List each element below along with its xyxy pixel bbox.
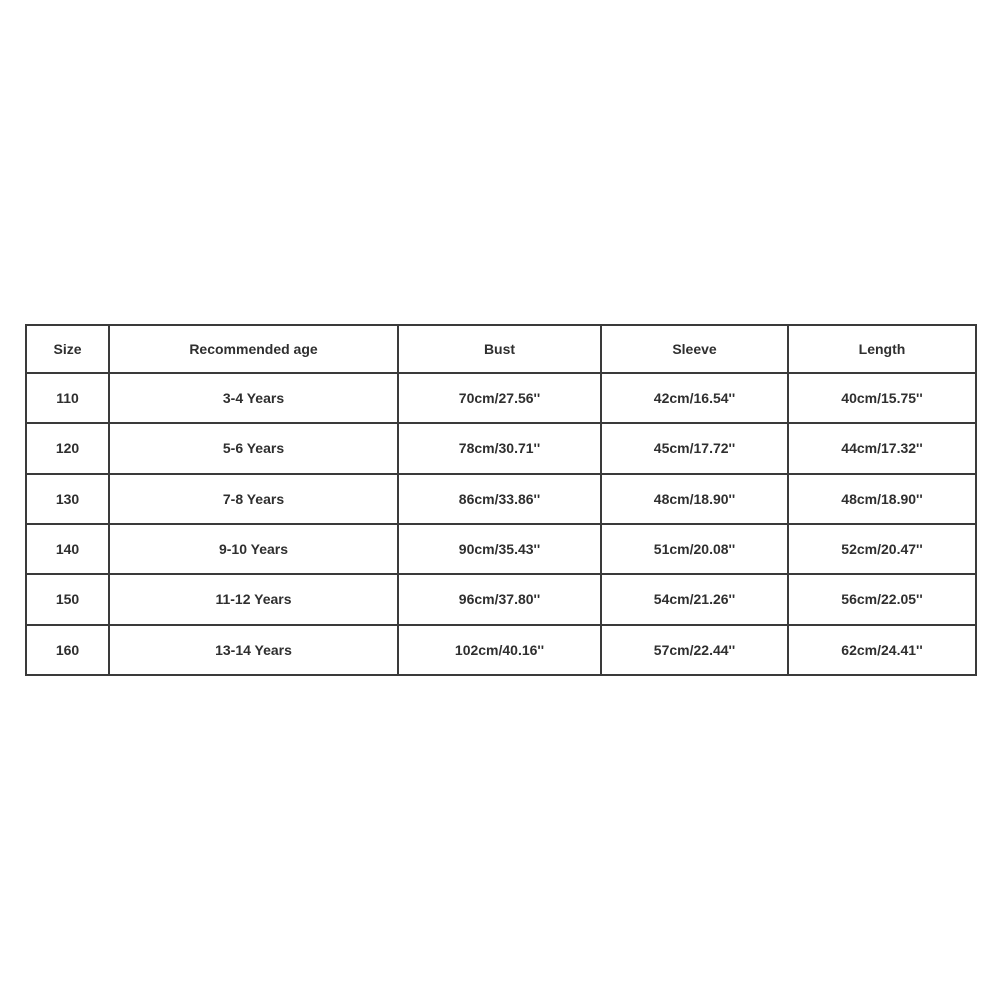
cell-age: 9-10 Years (109, 524, 398, 574)
header-size: Size (26, 325, 109, 373)
cell-age: 5-6 Years (109, 423, 398, 473)
cell-bust: 70cm/27.56'' (398, 373, 601, 423)
cell-sleeve: 54cm/21.26'' (601, 574, 788, 624)
header-sleeve: Sleeve (601, 325, 788, 373)
header-bust: Bust (398, 325, 601, 373)
table-row (26, 423, 976, 473)
cell-bust: 86cm/33.86'' (398, 474, 601, 524)
cell-bust: 78cm/30.71'' (398, 423, 601, 473)
cell-size: 140 (26, 524, 109, 574)
table-row (26, 474, 976, 524)
cell-age: 7-8 Years (109, 474, 398, 524)
cell-bust: 96cm/37.80'' (398, 574, 601, 624)
table-header-row (26, 325, 976, 373)
cell-age: 11-12 Years (109, 574, 398, 624)
cell-bust: 90cm/35.43'' (398, 524, 601, 574)
cell-sleeve: 57cm/22.44'' (601, 625, 788, 675)
cell-length: 44cm/17.32'' (788, 423, 976, 473)
cell-size: 160 (26, 625, 109, 675)
table-row (26, 373, 976, 423)
header-length: Length (788, 325, 976, 373)
cell-size: 110 (26, 373, 109, 423)
cell-length: 62cm/24.41'' (788, 625, 976, 675)
cell-age: 3-4 Years (109, 373, 398, 423)
table-row (26, 625, 976, 675)
cell-length: 52cm/20.47'' (788, 524, 976, 574)
cell-size: 120 (26, 423, 109, 473)
cell-length: 56cm/22.05'' (788, 574, 976, 624)
header-recommended-age: Recommended age (109, 325, 398, 373)
cell-sleeve: 42cm/16.54'' (601, 373, 788, 423)
size-chart-table (25, 324, 977, 676)
cell-size: 150 (26, 574, 109, 624)
cell-size: 130 (26, 474, 109, 524)
cell-length: 48cm/18.90'' (788, 474, 976, 524)
cell-sleeve: 45cm/17.72'' (601, 423, 788, 473)
table-row (26, 524, 976, 574)
cell-length: 40cm/15.75'' (788, 373, 976, 423)
cell-sleeve: 51cm/20.08'' (601, 524, 788, 574)
cell-bust: 102cm/40.16'' (398, 625, 601, 675)
cell-sleeve: 48cm/18.90'' (601, 474, 788, 524)
table-row (26, 574, 976, 624)
cell-age: 13-14 Years (109, 625, 398, 675)
